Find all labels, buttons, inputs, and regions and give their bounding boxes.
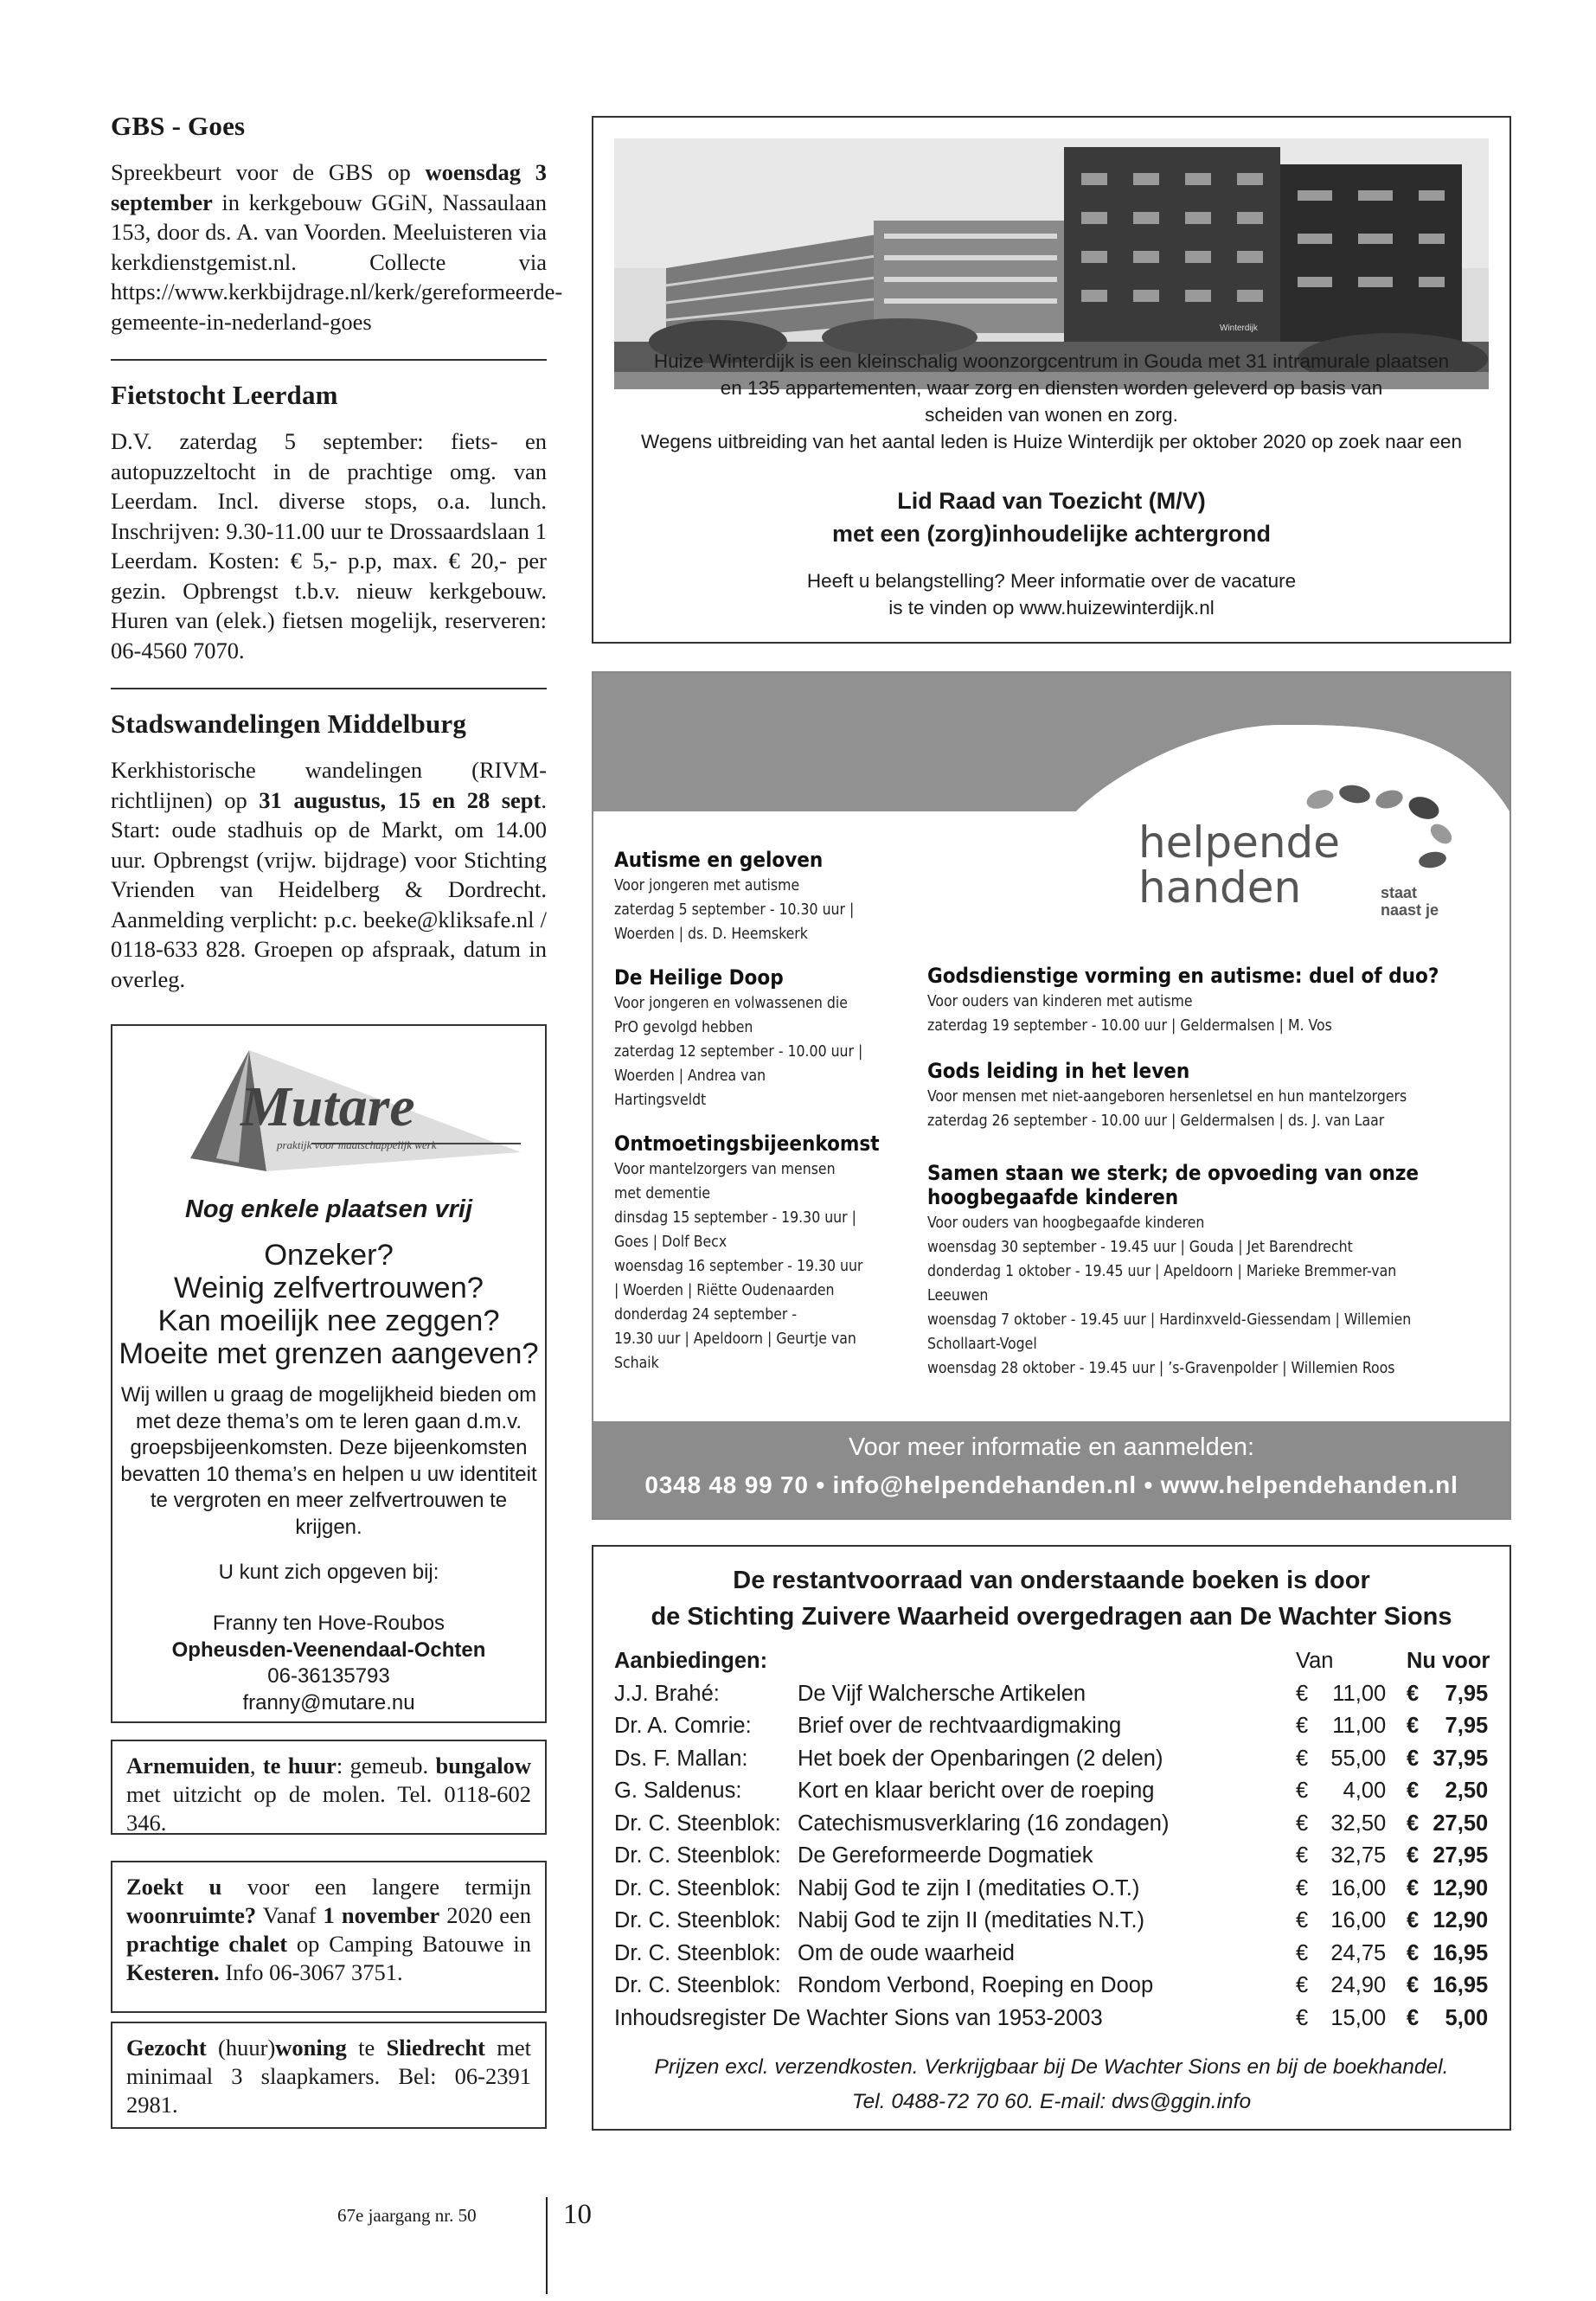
arnemuiden-ad xyxy=(111,1740,547,1835)
ad-text: (huur) xyxy=(206,2035,276,2061)
price-value: 4,00 xyxy=(1343,1779,1387,1803)
ad-text: op Camping Batouwe in xyxy=(287,1931,531,1957)
book-price-from xyxy=(1296,1905,1407,1938)
mutare-contact-email: franny@mutare.nu xyxy=(242,1690,415,1715)
winterdijk-role-line: met een (zorg)inhoudelijke achtergrond xyxy=(831,521,1272,547)
winterdijk-role-line: Lid Raad van Toezicht (M/V) xyxy=(897,488,1206,514)
event-line: Voor mantelzorgers van mensen xyxy=(614,1161,836,1178)
book-row xyxy=(614,1775,1493,1808)
divider xyxy=(111,359,547,361)
divider xyxy=(111,688,547,689)
book-author: Dr. C. Steenblok: xyxy=(614,1875,781,1900)
mutare-contact-name: Franny ten Hove-Roubos xyxy=(212,1612,445,1635)
logo-word-helpende: helpende xyxy=(1138,817,1341,868)
winterdijk-intro-line: scheiden van wonen en zorg. xyxy=(925,404,1178,426)
price-value: 16,00 xyxy=(1330,1875,1387,1900)
event-line: Voor jongeren met autisme xyxy=(614,877,800,894)
currency-symbol: € xyxy=(1407,1681,1420,1706)
book-title: Nabij God te zijn I (meditaties O.T.) xyxy=(798,1875,1140,1900)
ad-bold: Sliedrecht xyxy=(386,2035,485,2061)
event-title: Samen staan we sterk; de opvoeding van onze hoogbegaafde kinderen xyxy=(927,1161,1420,1209)
book-price-now xyxy=(1407,1775,1493,1808)
book-row xyxy=(614,1808,1493,1841)
zoekt-ad xyxy=(111,1861,547,2013)
event-title: Godsdienstige vorming en autisme: duel of duo? xyxy=(927,964,1439,988)
price-value: 55,00 xyxy=(1330,1746,1387,1771)
event-line: zaterdag 19 september - 10.00 uur | Geldermalsen | M. Vos xyxy=(927,1017,1332,1035)
price-value: 2,50 xyxy=(1445,1779,1489,1803)
event-item xyxy=(614,1131,900,1375)
ad-text: te xyxy=(346,2035,387,2061)
tagline-line: naast je xyxy=(1381,901,1439,919)
price-value: 32,75 xyxy=(1330,1843,1387,1868)
mutare-ad xyxy=(111,1024,547,1723)
tagline-line: staat xyxy=(1381,884,1418,901)
event-line: woensdag 28 oktober - 19.45 uur | ’s-Gravenpolder | Willemien Roos xyxy=(927,1360,1395,1377)
arnemuiden-text xyxy=(126,1752,531,1837)
books-ad xyxy=(592,1545,1511,2131)
book-title: De Gereformeerde Dogmatiek xyxy=(798,1843,1093,1868)
currency-symbol: € xyxy=(1296,2005,1309,2030)
event-item xyxy=(927,964,1498,1038)
book-row xyxy=(614,1678,1493,1711)
book-price-from xyxy=(1296,1840,1407,1873)
mutare-contact xyxy=(112,1611,545,1716)
stads-text-part: Kerkhistorische wandelingen (RIVM-richtlijnen) op xyxy=(111,757,547,813)
book-row xyxy=(614,1905,1493,1938)
currency-symbol: € xyxy=(1407,1973,1420,1997)
ad-bold: prachtige chalet xyxy=(126,1931,288,1957)
event-line: Leeuwen xyxy=(927,1287,989,1304)
book-title: Kort en klaar bericht over de roeping xyxy=(798,1779,1155,1803)
book-title: Het boek der Openbaringen (2 delen) xyxy=(798,1746,1163,1771)
book-author: Dr. C. Steenblok: xyxy=(614,1843,781,1868)
ad-bold: Zoekt u xyxy=(126,1874,222,1900)
price-value: 37,95 xyxy=(1433,1746,1489,1771)
gbs-text xyxy=(111,157,563,336)
book-price-from xyxy=(1296,1938,1407,1971)
stads-notice xyxy=(111,708,547,994)
book-author: J.J. Brahé: xyxy=(614,1681,720,1706)
event-line: donderdag 24 september - xyxy=(614,1306,798,1324)
book-price-from xyxy=(1296,1970,1407,2003)
currency-symbol: € xyxy=(1296,1746,1309,1771)
books-heading xyxy=(593,1562,1509,1635)
winterdijk-intro-line: Wegens uitbreiding van het aantal leden is Huize Winterdijk per oktober 2020 op zoek naar een xyxy=(641,431,1462,452)
price-value: 32,50 xyxy=(1330,1811,1387,1836)
event-line: zaterdag 5 september - 10.30 uur | xyxy=(614,901,855,919)
ad-text: Info 06-3067 3751. xyxy=(219,1959,403,1985)
mutare-headline: Nog enkele plaatsen vrij xyxy=(184,1195,472,1223)
ad-text: voor een langere termijn xyxy=(221,1874,531,1900)
gbs-text-part: Spreekbeurt voor de GBS op xyxy=(111,159,426,185)
event-line: Voor mensen met niet-aangeboren hersenletsel en hun mantelzorgers xyxy=(927,1088,1407,1106)
ad-bold: 1 november xyxy=(323,1902,440,1928)
book-title: Inhoudsregister De Wachter Sions van 1953-2003 xyxy=(614,2005,1103,2030)
event-item xyxy=(614,848,900,946)
winterdijk-info-line: is te vinden op www.huizewinterdijk.nl xyxy=(888,597,1215,619)
event-line: woensdag 30 september - 19.45 uur | Gouda | Jet Barendrecht xyxy=(927,1239,1353,1256)
books-table xyxy=(614,1645,1493,2035)
book-price-from xyxy=(1296,1775,1407,1808)
event-line: woensdag 16 september - 19.30 uur xyxy=(614,1258,863,1275)
gezocht-ad xyxy=(111,2022,547,2129)
event-item xyxy=(927,1059,1498,1133)
gbs-title: GBS - Goes xyxy=(111,111,246,141)
price-value: 5,00 xyxy=(1445,2005,1489,2030)
ad-text: met uitzicht op de molen. Tel. 0118-602 346. xyxy=(126,1781,531,1836)
price-value: 16,00 xyxy=(1330,1908,1387,1932)
currency-symbol: € xyxy=(1296,1779,1309,1803)
price-value: 11,00 xyxy=(1332,1714,1387,1738)
book-title: Catechismusverklaring (16 zondagen) xyxy=(798,1811,1170,1836)
currency-symbol: € xyxy=(1407,2005,1420,2030)
ad-bold: te huur xyxy=(262,1753,337,1779)
mutare-question: Kan moeilijk nee zeggen? xyxy=(157,1304,500,1337)
currency-symbol: € xyxy=(1407,1779,1420,1803)
fiets-title: Fietstocht Leerdam xyxy=(111,380,338,410)
price-value: 16,95 xyxy=(1433,1940,1489,1965)
book-price-from xyxy=(1296,1678,1407,1711)
event-line: 19.30 uur | Apeldoorn | Geurtje van xyxy=(614,1330,856,1348)
price-value: 7,95 xyxy=(1445,1714,1489,1738)
price-value: 11,00 xyxy=(1332,1681,1387,1706)
book-row xyxy=(614,1743,1493,1776)
book-row xyxy=(614,1938,1493,1971)
price-value: 27,95 xyxy=(1433,1843,1489,1868)
fiets-notice xyxy=(111,380,547,665)
ad-text: met minimaal 3 slaapkamers. Bel: 06-2391 2981. xyxy=(126,2035,531,2118)
book-price-now xyxy=(1407,1743,1493,1776)
mutare-contact-phone: 06-36135793 xyxy=(267,1664,390,1688)
mutare-questions xyxy=(112,1239,545,1370)
helpende-handen-logo xyxy=(1138,817,1341,913)
book-price-now xyxy=(1407,1905,1493,1938)
ad-bold: Gezocht xyxy=(126,2035,207,2061)
books-footer xyxy=(593,2050,1509,2119)
stads-title: Stadswandelingen Middelburg xyxy=(111,708,467,739)
event-line: donderdag 1 oktober - 19.45 uur | Apeldoorn | Marieke Bremmer-van xyxy=(927,1263,1397,1280)
currency-symbol: € xyxy=(1296,1875,1309,1900)
price-value: 15,00 xyxy=(1330,2005,1387,2030)
price-value: 27,50 xyxy=(1433,1811,1489,1836)
gbs-notice xyxy=(111,111,563,336)
book-title: Om de oude waarheid xyxy=(798,1940,1015,1965)
zoekt-text xyxy=(126,1873,531,1987)
book-price-from xyxy=(1296,2003,1407,2035)
book-row xyxy=(614,1840,1493,1873)
book-author: G. Saldenus: xyxy=(614,1779,742,1803)
event-title: Ontmoetingsbijeenkomst xyxy=(614,1131,880,1156)
stads-text xyxy=(111,755,547,994)
book-title: Nabij God te zijn II (meditaties N.T.) xyxy=(798,1908,1145,1932)
currency-symbol: € xyxy=(1407,1714,1420,1738)
logo-word-handen: handen xyxy=(1138,862,1302,913)
contact-details: 0348 48 99 70 • info@helpendehanden.nl • www.helpendehanden.nl xyxy=(644,1471,1458,1498)
book-row xyxy=(614,1873,1493,1906)
book-price-now xyxy=(1407,1840,1493,1873)
col-from: Van xyxy=(1296,1649,1334,1673)
book-price-from xyxy=(1296,1873,1407,1906)
book-price-now xyxy=(1407,1873,1493,1906)
price-value: 16,95 xyxy=(1433,1973,1489,1997)
book-price-now xyxy=(1407,1970,1493,2003)
book-price-now xyxy=(1407,1678,1493,1711)
currency-symbol: € xyxy=(1407,1746,1420,1771)
event-line: Voor ouders van hoogbegaafde kinderen xyxy=(927,1215,1205,1232)
stads-text-part: . Start: oude stadhuis op de Markt, om 14.00 uur. Opbrengst (vrijw. bijdrage) voor Stichting Vrienden van Heidelberg & Dordrecht. Aanmelding verplicht: p.c. beeke@kliksafe.nl / 0118-633 828. Groepen op afspraak, datum in overleg. xyxy=(111,786,547,992)
event-title: De Heilige Doop xyxy=(614,965,784,990)
event-line: Woerden | Andrea van xyxy=(614,1067,766,1085)
winterdijk-role xyxy=(593,484,1509,550)
book-author: Ds. F. Mallan: xyxy=(614,1746,748,1771)
winterdijk-intro xyxy=(593,348,1509,455)
books-heading-line: De restantvoorraad van onderstaande boeken is door xyxy=(733,1567,1370,1594)
books-heading-line: de Stichting Zuivere Waarheid overgedragen aan De Wachter Sions xyxy=(651,1603,1452,1631)
currency-symbol: € xyxy=(1407,1811,1420,1836)
stads-dates: 31 augustus, 15 en 28 sept xyxy=(259,786,542,813)
book-title: Rondom Verbond, Roeping en Doop xyxy=(798,1973,1154,1997)
helpende-handen-tagline xyxy=(1381,884,1439,919)
book-author: Dr. C. Steenblok: xyxy=(614,1811,781,1836)
ad-bold: woning xyxy=(275,2035,347,2061)
currency-symbol: € xyxy=(1407,1843,1420,1868)
currency-symbol: € xyxy=(1296,1843,1309,1868)
book-price-now xyxy=(1407,1938,1493,1971)
event-item xyxy=(927,1161,1472,1381)
ad-text: Vanaf xyxy=(256,1902,324,1928)
book-title: Brief over de rechtvaardigmaking xyxy=(798,1714,1122,1738)
event-line: | Woerden | Riëtte Oudenaarden xyxy=(614,1282,835,1299)
currency-symbol: € xyxy=(1407,1875,1420,1900)
left-column xyxy=(111,111,563,994)
price-value: 24,75 xyxy=(1330,1940,1387,1965)
ad-text: , xyxy=(249,1753,263,1779)
gezocht-text xyxy=(126,2034,531,2119)
mutare-signup: U kunt zich opgeven bij: xyxy=(218,1561,439,1584)
event-line: zaterdag 26 september - 10.00 uur | Geldermalsen | ds. J. van Laar xyxy=(927,1112,1385,1130)
mutare-question: Weinig zelfvertrouwen? xyxy=(174,1272,484,1304)
event-title: Autisme en geloven xyxy=(614,848,824,872)
mutare-body: Wij willen u graag de mogelijkheid bieden om met deze thema’s om te leren gaan d.m.v. groepsbijeenkomsten. Deze bijeenkomsten bevatten 10 thema’s en helpen u uw identiteit te vergroten en meer zelfvertrouwen te krijgen. xyxy=(120,1383,537,1539)
book-title: De Vijf Walchersche Artikelen xyxy=(798,1681,1086,1706)
photo-sign: Winterdijk xyxy=(1220,324,1258,333)
col-now: Nu voor xyxy=(1407,1649,1490,1673)
price-value: 24,90 xyxy=(1330,1973,1387,1997)
event-title: Gods leiding in het leven xyxy=(927,1059,1190,1083)
book-price-from xyxy=(1296,1743,1407,1776)
book-row xyxy=(614,1970,1493,2003)
currency-symbol: € xyxy=(1296,1940,1309,1965)
volume-label: 67e jaargang nr. 50 xyxy=(337,2205,477,2226)
fiets-text: D.V. zaterdag 5 september: fiets- en autopuzzeltocht in de prachtige omg. van Leerdam. Incl. diverse stops, o.a. lunch. Inschrijven: 9.30-11.00 uur te Drossaardslaan 1 Leerdam. Kosten: € 5,- p.p, max. € 20,- per gezin. Opbrengst t.b.v. nieuw kerkgebouw. Huren van (elek.) fietsen mogelijk, reserveren: 06-4560 7070. xyxy=(111,428,547,663)
price-value: 12,90 xyxy=(1433,1875,1489,1900)
book-row xyxy=(614,2003,1493,2035)
book-price-from xyxy=(1296,1710,1407,1743)
mutare-contact-location: Opheusden-Veenendaal-Ochten xyxy=(171,1638,486,1662)
col-offers: Aanbiedingen: xyxy=(614,1649,768,1673)
books-footer-line: Prijzen excl. verzendkosten. Verkrijgbaar bij De Wachter Sions en bij de boekhandel. xyxy=(654,2055,1449,2079)
mutare-logo-word: Mutare xyxy=(240,1075,415,1138)
currency-symbol: € xyxy=(1296,1908,1309,1932)
helpende-handen-contact-bar xyxy=(593,1421,1509,1518)
price-value: 7,95 xyxy=(1445,1681,1489,1706)
event-line: Voor ouders van kinderen met autisme xyxy=(927,993,1193,1010)
book-author: Dr. C. Steenblok: xyxy=(614,1973,781,1997)
book-price-from xyxy=(1296,1808,1407,1841)
event-line: Schaik xyxy=(614,1355,659,1372)
books-footer-line: Tel. 0488-72 70 60. E-mail: dws@ggin.info xyxy=(851,2090,1252,2113)
currency-symbol: € xyxy=(1296,1973,1309,1997)
currency-symbol: € xyxy=(1296,1681,1309,1706)
book-row xyxy=(614,1710,1493,1743)
mutare-question: Moeite met grenzen aangeven? xyxy=(119,1337,539,1370)
book-author: Dr. C. Steenblok: xyxy=(614,1908,781,1932)
helpende-handen-ad xyxy=(592,671,1511,1520)
price-value: 12,90 xyxy=(1433,1908,1489,1932)
mutare-logo-tagline: praktijk voor maatschappelijk werk xyxy=(277,1138,437,1151)
currency-symbol: € xyxy=(1407,1940,1420,1965)
event-line: zaterdag 12 september - 10.00 uur | xyxy=(614,1043,863,1061)
mutare-question: Onzeker? xyxy=(264,1239,394,1272)
event-line: dinsdag 15 september - 19.30 uur | xyxy=(614,1209,856,1227)
ad-text: 2020 een xyxy=(439,1902,532,1928)
contact-label: Voor meer informatie en aanmelden: xyxy=(848,1433,1255,1461)
books-header-row xyxy=(614,1645,1493,1678)
winterdijk-info xyxy=(593,567,1509,621)
gbs-text-part: in kerkgebouw GGiN, Nassaulaan 153, door ds. A. van Voorden. Meeluisteren via kerkdienstgemist.nl. Collecte via https://www.kerkbijdrage.nl/kerk/gereformeerde-gemeente-in-nederland-goes xyxy=(111,189,563,335)
event-line: Schollaart-Vogel xyxy=(927,1336,1037,1353)
event-line: Woerden | ds. D. Heemskerk xyxy=(614,926,808,943)
event-line: Goes | Dolf Becx xyxy=(614,1234,727,1251)
footer-divider xyxy=(546,2197,548,2294)
winterdijk-intro-line: Huize Winterdijk is een kleinschalig woonzorgcentrum in Gouda met 31 intramurale plaatsen xyxy=(653,350,1450,372)
page-number: 10 xyxy=(563,2199,592,2230)
ad-bold: bungalow xyxy=(435,1753,531,1779)
event-line: PrO gevolgd hebben xyxy=(614,1019,753,1036)
event-line: woensdag 7 oktober - 19.45 uur | Hardinxveld-Giessendam | Willemien xyxy=(927,1311,1412,1329)
ad-bold: Kesteren. xyxy=(126,1959,220,1985)
event-line: met dementie xyxy=(614,1185,711,1202)
currency-symbol: € xyxy=(1407,1908,1420,1932)
event-line: Voor jongeren en volwassenen die xyxy=(614,995,848,1012)
book-author: Dr. A. Comrie: xyxy=(614,1714,752,1738)
gbs-date: woensdag 3 september xyxy=(111,159,547,215)
book-price-now xyxy=(1407,1710,1493,1743)
ad-bold: woonruimte? xyxy=(126,1902,257,1928)
event-line: Hartingsveldt xyxy=(614,1092,707,1109)
currency-symbol: € xyxy=(1296,1714,1309,1738)
winterdijk-info-line: Heeft u belangstelling? Meer informatie over de vacature xyxy=(806,570,1297,592)
ad-text: : gemeub. xyxy=(336,1753,436,1779)
ad-bold: Arnemuiden xyxy=(126,1753,250,1779)
book-price-now xyxy=(1407,2003,1493,2035)
currency-symbol: € xyxy=(1296,1811,1309,1836)
book-price-now xyxy=(1407,1808,1493,1841)
book-author: Dr. C. Steenblok: xyxy=(614,1940,781,1965)
event-item xyxy=(614,965,900,1112)
winterdijk-intro-line: en 135 appartementen, waar zorg en diensten worden geleverd op basis van xyxy=(720,377,1383,399)
winterdijk-ad xyxy=(592,116,1511,644)
